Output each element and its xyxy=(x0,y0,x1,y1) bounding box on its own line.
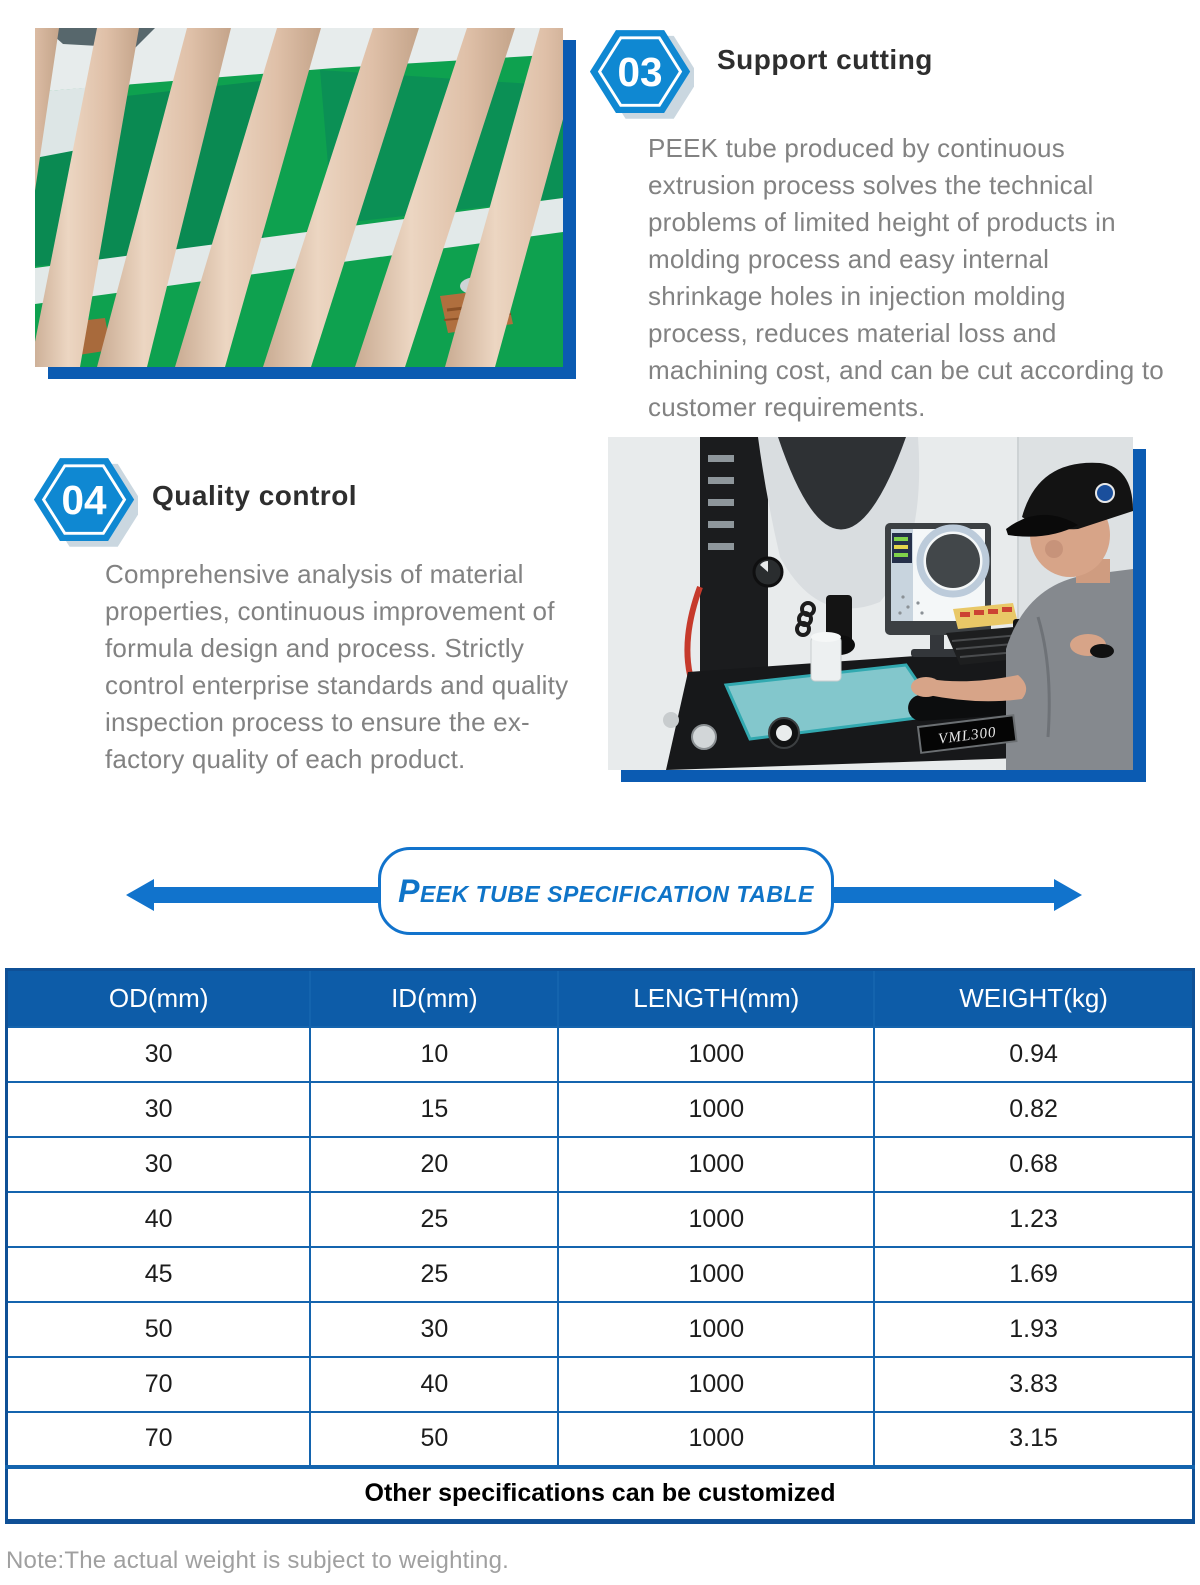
cell-weight: 1.69 xyxy=(874,1247,1193,1302)
cell-id: 15 xyxy=(310,1082,558,1137)
header-weight: WEIGHT(kg) xyxy=(874,970,1193,1027)
cell-id: 10 xyxy=(310,1027,558,1082)
cell-id: 25 xyxy=(310,1247,558,1302)
spec-table-banner-title: PEEK TUBE SPECIFICATION TABLE xyxy=(398,872,814,909)
cell-weight: 3.83 xyxy=(874,1357,1193,1412)
quality-control-photo xyxy=(608,437,1133,770)
table-footer-row xyxy=(7,1467,1194,1522)
cell-length: 1000 xyxy=(558,1357,874,1412)
step-03-title: Support cutting xyxy=(717,44,933,75)
cell-od: 30 xyxy=(7,1137,311,1192)
cell-weight: 3.15 xyxy=(874,1412,1193,1467)
cell-length: 1000 xyxy=(558,1192,874,1247)
table-header-row xyxy=(7,970,1194,1027)
weight-note: Note:The actual weight is subject to weighting. xyxy=(6,1547,510,1574)
cap-logo xyxy=(1096,484,1114,502)
sample-bottle xyxy=(811,637,841,681)
table-row xyxy=(7,1302,1194,1357)
machine-label: VML300 xyxy=(937,724,998,748)
table-row xyxy=(7,1412,1194,1467)
step-03-number: 03 xyxy=(617,49,663,96)
base-knob-small xyxy=(663,712,679,728)
cell-od: 70 xyxy=(7,1412,311,1467)
step-04-badge xyxy=(32,456,138,548)
table-row xyxy=(7,1357,1194,1412)
step-04-title: Quality control xyxy=(152,480,358,511)
step-04-number: 04 xyxy=(61,477,107,524)
spec-table xyxy=(5,968,1195,1524)
cell-id: 40 xyxy=(310,1357,558,1412)
table-row xyxy=(7,1192,1194,1247)
quality-control-illustration xyxy=(608,437,1133,770)
table-row xyxy=(7,1082,1194,1137)
cell-od: 40 xyxy=(7,1192,311,1247)
cell-id: 30 xyxy=(310,1302,558,1357)
cell-length: 1000 xyxy=(558,1302,874,1357)
step-04-description: Comprehensive analysis of material properties, continuous improvement of formula design and process. Strictly control enterprise standards and quality inspection process to ensure the ex-factory quality of each product. xyxy=(105,559,569,774)
header-od: OD(mm) xyxy=(7,970,311,1027)
cell-od: 70 xyxy=(7,1357,311,1412)
step-03-description: PEEK tube produced by continuous extrusion process solves the technical problems of limited height of products in molding process and easy internal shrinkage holes in injection molding process, reduces material loss and machining cost, and can be cut according to customer requirements. xyxy=(648,133,1164,422)
cell-length: 1000 xyxy=(558,1082,874,1137)
peek-tubes-photo xyxy=(35,28,563,367)
cell-weight: 0.68 xyxy=(874,1137,1193,1192)
cell-od: 45 xyxy=(7,1247,311,1302)
header-length: LENGTH(mm) xyxy=(558,970,874,1027)
cell-id: 50 xyxy=(310,1412,558,1467)
cell-od: 30 xyxy=(7,1027,311,1082)
cell-length: 1000 xyxy=(558,1247,874,1302)
step-03-badge xyxy=(588,28,694,120)
table-row xyxy=(7,1027,1194,1082)
cell-length: 1000 xyxy=(558,1137,874,1192)
table-footer-note: Other specifications can be customized xyxy=(7,1467,1194,1522)
mouse xyxy=(1090,644,1114,658)
cell-weight: 0.82 xyxy=(874,1082,1193,1137)
cell-id: 25 xyxy=(310,1192,558,1247)
cell-od: 50 xyxy=(7,1302,311,1357)
spec-table-banner xyxy=(378,847,834,935)
cell-length: 1000 xyxy=(558,1027,874,1082)
peek-tubes-illustration xyxy=(35,28,563,367)
table-row xyxy=(7,1137,1194,1192)
cell-weight: 1.23 xyxy=(874,1192,1193,1247)
cell-length: 1000 xyxy=(558,1412,874,1467)
header-id: ID(mm) xyxy=(310,970,558,1027)
table-row xyxy=(7,1247,1194,1302)
cell-od: 30 xyxy=(7,1082,311,1137)
right-arrow-icon xyxy=(828,877,1088,913)
cell-weight: 0.94 xyxy=(874,1027,1193,1082)
handle-end-cap xyxy=(776,725,792,741)
base-knob xyxy=(692,725,716,749)
left-arrow-icon xyxy=(120,877,382,913)
cell-weight: 1.93 xyxy=(874,1302,1193,1357)
bottle-cap xyxy=(811,632,841,642)
cell-id: 20 xyxy=(310,1137,558,1192)
